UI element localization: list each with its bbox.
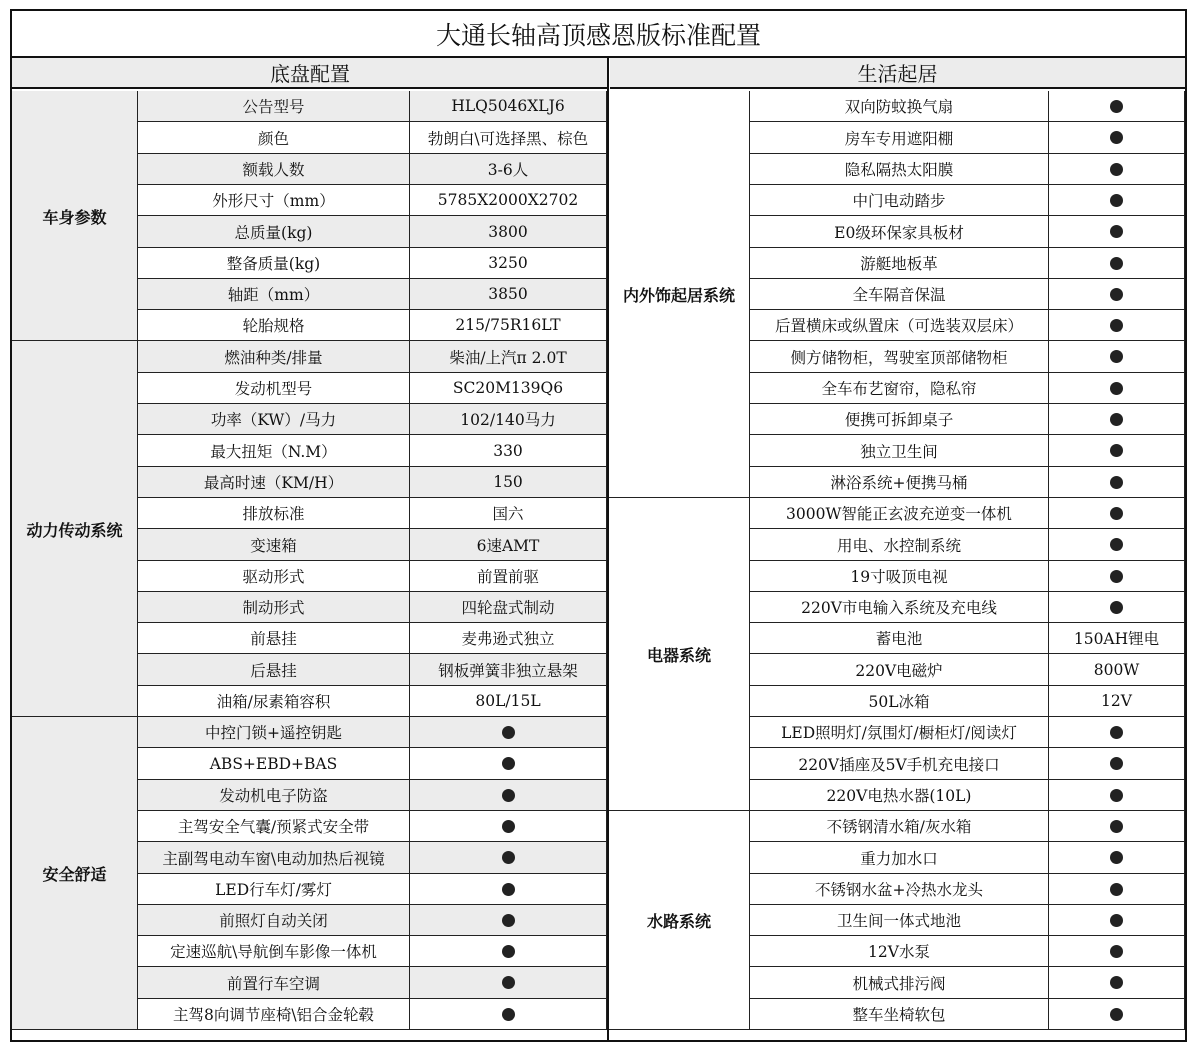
feature-value: [1049, 842, 1185, 874]
feature-value: [1049, 529, 1185, 561]
spec-value: [410, 780, 607, 811]
included-dot-icon: [1110, 507, 1123, 520]
feature-value: [1049, 967, 1185, 999]
feature-label: 220V市电输入系统及充电线: [750, 592, 1049, 623]
feature-value: [1049, 811, 1185, 842]
left-group-label: 动力传动系统: [12, 341, 138, 717]
spec-label: 前置行车空调: [138, 967, 410, 999]
spec-value: 3850: [410, 279, 607, 310]
spec-label: 燃油种类/排量: [138, 341, 410, 373]
spec-label: 主驾8向调节座椅\铝合金轮毂: [138, 999, 410, 1030]
included-dot-icon: [1110, 883, 1123, 896]
spec-label: 变速箱: [138, 529, 410, 561]
spec-value: 5785X2000X2702: [410, 185, 607, 216]
included-dot-icon: [1110, 288, 1123, 301]
spec-value: [410, 936, 607, 967]
feature-value: [1049, 185, 1185, 216]
included-dot-icon: [1110, 194, 1123, 207]
included-dot-icon: [1110, 476, 1123, 489]
left-group-label: 车身参数: [12, 91, 138, 341]
spec-label: 功率（KW）/马力: [138, 404, 410, 435]
spec-value: 215/75R16LT: [410, 310, 607, 341]
included-dot-icon: [502, 820, 515, 833]
included-dot-icon: [502, 1008, 515, 1021]
spec-value: 3250: [410, 248, 607, 279]
spec-label: 颜色: [138, 122, 410, 154]
included-dot-icon: [1110, 914, 1123, 927]
feature-label: 隐私隔热太阳膜: [750, 154, 1049, 185]
feature-label: 房车专用遮阳棚: [750, 122, 1049, 154]
feature-label: 双向防蚊换气扇: [750, 91, 1049, 122]
included-dot-icon: [1110, 570, 1123, 583]
included-dot-icon: [502, 757, 515, 770]
spec-value: [410, 874, 607, 905]
spec-label: LED行车灯/雾灯: [138, 874, 410, 905]
feature-value: [1049, 248, 1185, 279]
included-dot-icon: [1110, 350, 1123, 363]
spec-value: 四轮盘式制动: [410, 592, 607, 623]
feature-value: 800W: [1049, 654, 1185, 686]
group-divider: [12, 1029, 607, 1030]
feature-value: [1049, 905, 1185, 936]
spec-value: [410, 717, 607, 748]
feature-value: [1049, 91, 1185, 122]
spec-label: 公告型号: [138, 91, 410, 122]
feature-label: 侧方储物柜，驾驶室顶部储物柜: [750, 341, 1049, 373]
feature-value: [1049, 748, 1185, 780]
feature-value: [1049, 373, 1185, 404]
spec-value: 6速AMT: [410, 529, 607, 561]
feature-label: 重力加水口: [750, 842, 1049, 874]
right-group-label: 内外饰起居系统: [609, 91, 750, 498]
included-dot-icon: [1110, 131, 1123, 144]
included-dot-icon: [1110, 319, 1123, 332]
feature-label: 便携可拆卸桌子: [750, 404, 1049, 435]
spec-label: 前悬挂: [138, 623, 410, 654]
feature-label: LED照明灯/氛围灯/橱柜灯/阅读灯: [750, 717, 1049, 748]
spec-label: 整备质量(kg): [138, 248, 410, 279]
included-dot-icon: [1110, 100, 1123, 113]
feature-value: 150AH锂电: [1049, 623, 1185, 654]
feature-value: [1049, 435, 1185, 467]
spec-value: 柴油/上汽π 2.0T: [410, 341, 607, 373]
feature-value: [1049, 154, 1185, 185]
feature-value: [1049, 279, 1185, 310]
spec-value: [410, 811, 607, 842]
feature-value: [1049, 717, 1185, 748]
spec-value: 80L/15L: [410, 686, 607, 717]
feature-value: [1049, 467, 1185, 498]
feature-value: [1049, 936, 1185, 967]
spec-value: [410, 842, 607, 874]
spec-value: 勃朗白\可选择黑、棕色: [410, 122, 607, 154]
spec-value: [410, 967, 607, 999]
spec-value: [410, 905, 607, 936]
feature-label: 独立卫生间: [750, 435, 1049, 467]
feature-value: [1049, 999, 1185, 1030]
page-title: 大通长轴高顶感恩版标准配置: [12, 11, 1185, 58]
spec-value: 3-6人: [410, 154, 607, 185]
spec-label: 定速巡航\导航倒车影像一体机: [138, 936, 410, 967]
section-header-living: 生活起居: [610, 58, 1185, 89]
spec-label: 后悬挂: [138, 654, 410, 686]
included-dot-icon: [1110, 726, 1123, 739]
feature-label: E0级环保家具板材: [750, 216, 1049, 248]
spec-value: 国六: [410, 498, 607, 529]
included-dot-icon: [502, 789, 515, 802]
spec-label: 轮胎规格: [138, 310, 410, 341]
included-dot-icon: [1110, 945, 1123, 958]
included-dot-icon: [1110, 789, 1123, 802]
feature-label: 整车坐椅软包: [750, 999, 1049, 1030]
feature-label: 3000W智能正玄波充逆变一体机: [750, 498, 1049, 529]
feature-value: [1049, 122, 1185, 154]
included-dot-icon: [502, 726, 515, 739]
feature-label: 卫生间一体式地池: [750, 905, 1049, 936]
included-dot-icon: [1110, 382, 1123, 395]
feature-label: 中门电动踏步: [750, 185, 1049, 216]
spec-value: [410, 748, 607, 780]
feature-label: 220V电热水器(10L): [750, 780, 1049, 811]
feature-value: [1049, 404, 1185, 435]
feature-value: [1049, 341, 1185, 373]
included-dot-icon: [502, 883, 515, 896]
spec-label: 中控门锁+遥控钥匙: [138, 717, 410, 748]
feature-label: 不锈钢清水箱/灰水箱: [750, 811, 1049, 842]
section-header-chassis: 底盘配置: [12, 58, 608, 89]
included-dot-icon: [1110, 444, 1123, 457]
spec-label: 轴距（mm）: [138, 279, 410, 310]
feature-label: 全车隔音保温: [750, 279, 1049, 310]
feature-label: 后置横床或纵置床（可选装双层床）: [750, 310, 1049, 341]
right-group-label: 电器系统: [609, 498, 750, 811]
feature-value: [1049, 592, 1185, 623]
feature-label: 不锈钢水盆+冷热水龙头: [750, 874, 1049, 905]
feature-label: 220V电磁炉: [750, 654, 1049, 686]
included-dot-icon: [1110, 163, 1123, 176]
spec-value: 前置前驱: [410, 561, 607, 592]
left-group-label: 安全舒适: [12, 717, 138, 1030]
spec-label: 驱动形式: [138, 561, 410, 592]
spec-label: ABS+EBD+BAS: [138, 748, 410, 780]
included-dot-icon: [1110, 851, 1123, 864]
spec-label: 主副驾电动车窗\电动加热后视镜: [138, 842, 410, 874]
spec-value: [410, 999, 607, 1030]
spec-label: 外形尺寸（mm）: [138, 185, 410, 216]
feature-value: [1049, 216, 1185, 248]
feature-label: 淋浴系统+便携马桶: [750, 467, 1049, 498]
feature-value: [1049, 498, 1185, 529]
spec-label: 油箱/尿素箱容积: [138, 686, 410, 717]
feature-label: 50L冰箱: [750, 686, 1049, 717]
feature-label: 220V插座及5V手机充电接口: [750, 748, 1049, 780]
group-divider: [609, 1029, 750, 1030]
feature-value: [1049, 561, 1185, 592]
spec-label: 排放标准: [138, 498, 410, 529]
spec-value: HLQ5046XLJ6: [410, 91, 607, 122]
included-dot-icon: [1110, 820, 1123, 833]
spec-value: 330: [410, 435, 607, 467]
included-dot-icon: [1110, 601, 1123, 614]
feature-label: 蓄电池: [750, 623, 1049, 654]
spec-value: 钢板弹簧非独立悬架: [410, 654, 607, 686]
feature-value: [1049, 310, 1185, 341]
spec-label: 最大扭矩（N.M）: [138, 435, 410, 467]
feature-label: 机械式排污阀: [750, 967, 1049, 999]
feature-label: 19寸吸顶电视: [750, 561, 1049, 592]
spec-label: 额载人数: [138, 154, 410, 185]
spec-label: 总质量(kg): [138, 216, 410, 248]
spec-label: 主驾安全气囊/预紧式安全带: [138, 811, 410, 842]
feature-value: [1049, 780, 1185, 811]
spec-label: 前照灯自动关闭: [138, 905, 410, 936]
included-dot-icon: [1110, 1008, 1123, 1021]
spec-label: 制动形式: [138, 592, 410, 623]
spec-value: 102/140马力: [410, 404, 607, 435]
included-dot-icon: [1110, 757, 1123, 770]
included-dot-icon: [1110, 225, 1123, 238]
included-dot-icon: [1110, 538, 1123, 551]
spec-value: SC20M139Q6: [410, 373, 607, 404]
included-dot-icon: [502, 976, 515, 989]
feature-label: 12V水泵: [750, 936, 1049, 967]
feature-label: 用电、水控制系统: [750, 529, 1049, 561]
feature-value: 12V: [1049, 686, 1185, 717]
spec-label: 发动机型号: [138, 373, 410, 404]
right-group-label: 水路系统: [609, 811, 750, 1030]
spec-value: 麦弗逊式独立: [410, 623, 607, 654]
spec-label: 最高时速（KM/H）: [138, 467, 410, 498]
included-dot-icon: [502, 851, 515, 864]
feature-label: 全车布艺窗帘，隐私帘: [750, 373, 1049, 404]
spec-value: 3800: [410, 216, 607, 248]
included-dot-icon: [502, 945, 515, 958]
included-dot-icon: [1110, 976, 1123, 989]
feature-value: [1049, 874, 1185, 905]
spec-label: 发动机电子防盗: [138, 780, 410, 811]
spec-value: 150: [410, 467, 607, 498]
feature-label: 游艇地板革: [750, 248, 1049, 279]
included-dot-icon: [1110, 413, 1123, 426]
included-dot-icon: [1110, 257, 1123, 270]
included-dot-icon: [502, 914, 515, 927]
